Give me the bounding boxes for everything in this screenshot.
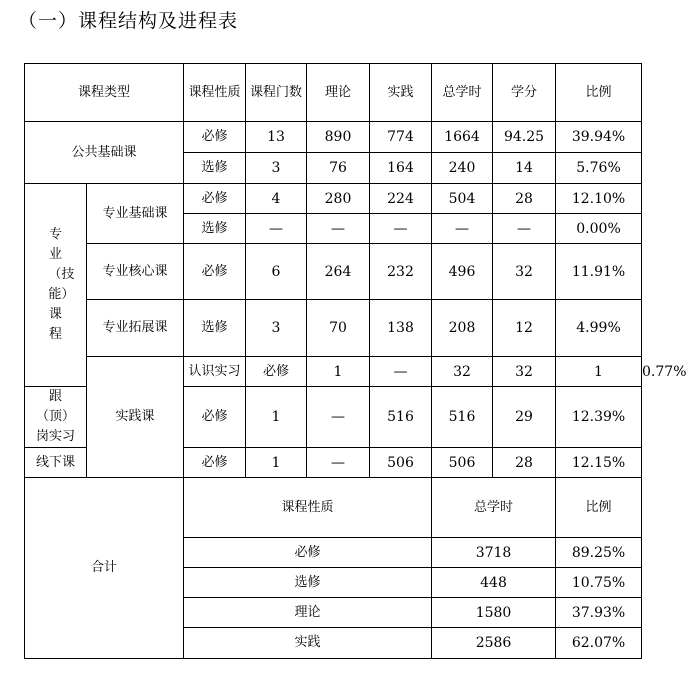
cell: 94.25 bbox=[493, 122, 556, 153]
cell: 89.25% bbox=[556, 538, 642, 568]
cell: 选修 bbox=[184, 214, 246, 244]
cell: 164 bbox=[370, 153, 432, 184]
cell: 138 bbox=[370, 300, 432, 357]
cell: 14 bbox=[493, 153, 556, 184]
cell: 28 bbox=[493, 448, 556, 478]
header-nature: 课程性质 bbox=[184, 64, 246, 122]
table-row: 实践课 认识实习 必修 1 — 32 32 1 0.77% bbox=[25, 357, 642, 387]
cell: 32 bbox=[432, 357, 493, 387]
total-header-nature: 课程性质 bbox=[184, 478, 432, 538]
cell: 240 bbox=[432, 153, 493, 184]
cell: 1580 bbox=[432, 598, 556, 628]
cell: — bbox=[307, 448, 370, 478]
cell: 224 bbox=[370, 184, 432, 214]
total-header-ratio: 比例 bbox=[556, 478, 642, 538]
total-label: 合计 bbox=[25, 478, 184, 659]
practice-item-name: 线下课 bbox=[25, 448, 87, 478]
practice-item-name: 认识实习 bbox=[184, 357, 246, 387]
cell: 12.39% bbox=[556, 387, 642, 448]
cell: 774 bbox=[370, 122, 432, 153]
cell: 3 bbox=[246, 153, 307, 184]
course-structure-table bbox=[24, 63, 687, 659]
cell: 506 bbox=[370, 448, 432, 478]
cell: 理论 bbox=[184, 598, 432, 628]
cell: 39.94% bbox=[556, 122, 642, 153]
cell: 890 bbox=[307, 122, 370, 153]
cell: 516 bbox=[370, 387, 432, 448]
cell: 4.99% bbox=[556, 300, 642, 357]
cell: 12.10% bbox=[556, 184, 642, 214]
cell: 280 bbox=[307, 184, 370, 214]
cell: 1 bbox=[307, 357, 370, 387]
cell: 1 bbox=[556, 357, 642, 387]
major-extension-label: 专业拓展课 bbox=[87, 300, 184, 357]
cell: 504 bbox=[432, 184, 493, 214]
cell: 必修 bbox=[184, 538, 432, 568]
cell: 496 bbox=[432, 244, 493, 300]
cell: 3 bbox=[246, 300, 307, 357]
cell: 1 bbox=[246, 448, 307, 478]
major-category-label bbox=[25, 184, 87, 387]
cell: — bbox=[370, 357, 432, 387]
table-row bbox=[25, 300, 642, 357]
cell: 3718 bbox=[432, 538, 556, 568]
cell: 12 bbox=[493, 300, 556, 357]
section-heading: （一）课程结构及进程表 bbox=[18, 10, 239, 32]
cell: 必修 bbox=[184, 448, 246, 478]
major-category-text: 专业（技能）课程 bbox=[48, 227, 75, 342]
cell: 506 bbox=[432, 448, 493, 478]
cell: 2586 bbox=[432, 628, 556, 659]
header-course-type: 课程类型 bbox=[25, 64, 184, 122]
table-row bbox=[25, 244, 642, 300]
cell: 29 bbox=[493, 387, 556, 448]
cell: 4 bbox=[246, 184, 307, 214]
header-total-hours: 总学时 bbox=[432, 64, 493, 122]
cell: — bbox=[307, 214, 370, 244]
cell: 选修 bbox=[184, 153, 246, 184]
cell: 必修 bbox=[246, 357, 307, 387]
cell: 37.93% bbox=[556, 598, 642, 628]
cell: 必修 bbox=[184, 244, 246, 300]
cell: 5.76% bbox=[556, 153, 642, 184]
cell: — bbox=[307, 387, 370, 448]
cell: 选修 bbox=[184, 568, 432, 598]
header-practice: 实践 bbox=[370, 64, 432, 122]
cell: 0.00% bbox=[556, 214, 642, 244]
header-theory: 理论 bbox=[307, 64, 370, 122]
cell: 10.75% bbox=[556, 568, 642, 598]
cell: 516 bbox=[432, 387, 493, 448]
table-row bbox=[25, 184, 642, 214]
practice-item-text: 跟（顶）岗实习 bbox=[35, 389, 75, 444]
cell: 实践 bbox=[184, 628, 432, 659]
cell: 28 bbox=[493, 184, 556, 214]
cell: 必修 bbox=[184, 122, 246, 153]
cell: 6 bbox=[246, 244, 307, 300]
major-core-label: 专业核心课 bbox=[87, 244, 184, 300]
cell: 11.91% bbox=[556, 244, 642, 300]
cell: 70 bbox=[307, 300, 370, 357]
cell: 264 bbox=[307, 244, 370, 300]
major-basic-label: 专业基础课 bbox=[87, 184, 184, 244]
cell: 必修 bbox=[184, 184, 246, 214]
total-header-hours: 总学时 bbox=[432, 478, 556, 538]
cell: — bbox=[493, 214, 556, 244]
cell: 76 bbox=[307, 153, 370, 184]
cell: — bbox=[432, 214, 493, 244]
cell: 13 bbox=[246, 122, 307, 153]
cell: 1664 bbox=[432, 122, 493, 153]
table-row bbox=[25, 122, 642, 153]
cell: 208 bbox=[432, 300, 493, 357]
cell: 448 bbox=[432, 568, 556, 598]
header-credits: 学分 bbox=[493, 64, 556, 122]
header-row bbox=[25, 64, 642, 122]
cell: 选修 bbox=[184, 300, 246, 357]
header-course-count: 课程门数 bbox=[246, 64, 307, 122]
cell: 1 bbox=[246, 387, 307, 448]
cell: 62.07% bbox=[556, 628, 642, 659]
cell: — bbox=[246, 214, 307, 244]
cell: — bbox=[370, 214, 432, 244]
public-basic-label: 公共基础课 bbox=[25, 122, 184, 184]
cell: 32 bbox=[493, 357, 556, 387]
cell: 32 bbox=[493, 244, 556, 300]
cell: 必修 bbox=[184, 387, 246, 448]
practice-category-label: 实践课 bbox=[87, 357, 184, 478]
cell: 12.15% bbox=[556, 448, 642, 478]
practice-item-name bbox=[25, 387, 87, 448]
total-header-row bbox=[25, 478, 642, 538]
header-ratio: 比例 bbox=[556, 64, 642, 122]
cell: 232 bbox=[370, 244, 432, 300]
